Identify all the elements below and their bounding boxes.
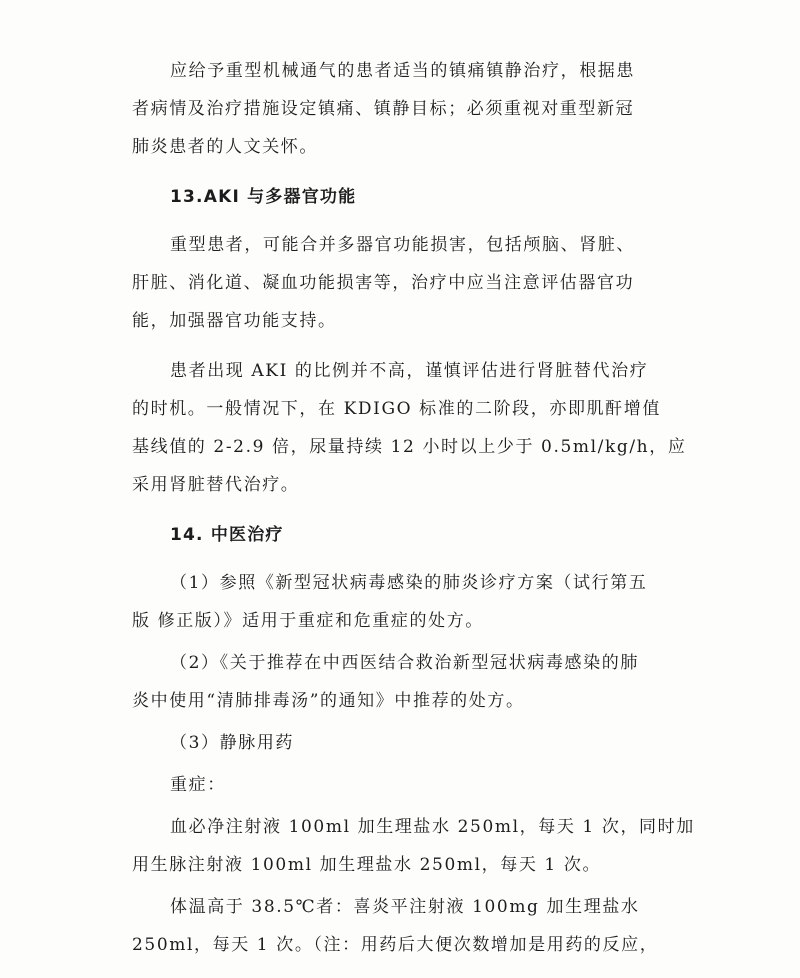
paragraph-organ-damage [132, 226, 672, 340]
text-line: 炎中使用“清肺排毒汤”的通知》中推荐的处方。 [132, 691, 525, 711]
text-line: 肝脏、消化道、凝血功能损害等，治疗中应当注意评估器官功 [132, 273, 635, 293]
section-heading-aki: 13.AKI 与多器官功能 [170, 187, 357, 207]
text-line: 250ml，每天 1 次。（注：用药后大便次数增加是用药的反应， [132, 935, 659, 955]
section-heading-tcm: 14. 中医治疗 [170, 525, 284, 545]
text-line: 基线值的 2-2.9 倍，尿量持续 12 小时以上少于 0.5ml/kg/h，应 [132, 437, 687, 457]
paragraph-aki-renal-therapy [132, 352, 687, 504]
paragraph-sedation [132, 52, 672, 166]
text-line: 肺炎患者的人文关怀。 [132, 137, 318, 157]
paragraph-tcm-item-1 [132, 564, 672, 640]
paragraph-tcm-item-2 [132, 644, 672, 720]
text-line: 用生脉注射液 100ml 加生理盐水 250ml，每天 1 次。 [132, 855, 602, 875]
paragraph-tcm-item-3 [132, 724, 672, 762]
text-line: 应给予重型机械通气的患者适当的镇痛镇静治疗，根据患 [170, 61, 635, 81]
document-body [132, 52, 695, 968]
text-line: 患者出现 AKI 的比例并不高，谨慎评估进行肾脏替代治疗 [170, 361, 649, 381]
text-line: （2）《关于推荐在中西医结合救治新型冠状病毒感染的肺 [170, 653, 639, 673]
text-line: 体温高于 38.5℃者：喜炎平注射液 100mg 加生理盐水 [170, 897, 640, 917]
paragraph-severe-label [132, 766, 672, 804]
text-line: 重症： [170, 775, 226, 795]
text-line: 能，加强器官功能支持。 [132, 311, 337, 331]
paragraph-fever-xiyanping [132, 888, 672, 964]
text-line: 的时机。一般情况下，在 KDIGO 标准的二阶段，亦即肌酐增值 [132, 399, 661, 419]
text-line: （3）静脉用药 [170, 733, 295, 753]
text-line: （1）参照《新型冠状病毒感染的肺炎诊疗方案（试行第五 [170, 573, 648, 593]
text-line: 采用肾脏替代治疗。 [132, 475, 300, 495]
paragraph-xuebijing [132, 808, 695, 884]
text-line: 者病情及治疗措施设定镇痛、镇静目标；必须重视对重型新冠 [132, 99, 635, 119]
text-line: 重型患者，可能合并多器官功能损害，包括颅脑、肾脏、 [170, 235, 635, 255]
text-line: 血必净注射液 100ml 加生理盐水 250ml，每天 1 次，同时加 [170, 817, 695, 837]
text-line: 版 修正版）》适用于重症和危重症的处方。 [132, 611, 484, 631]
